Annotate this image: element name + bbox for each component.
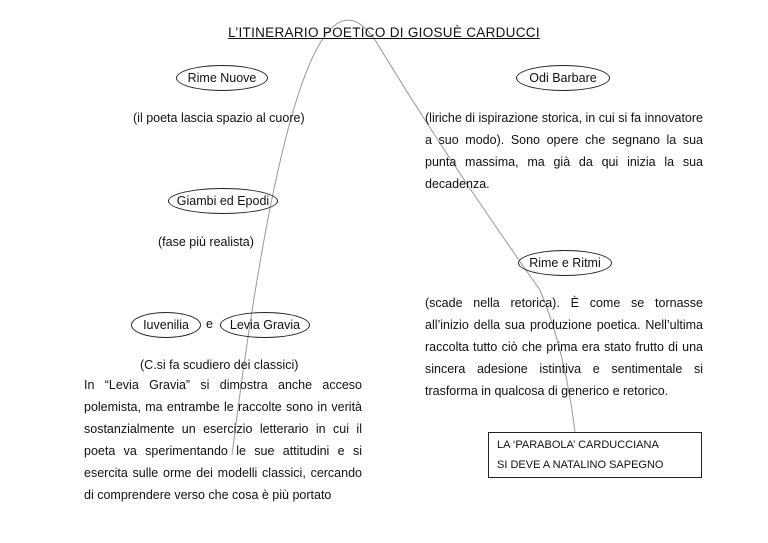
iuvenilia-paragraph: In “Levia Gravia” si dimostra anche acceso polemista, ma entrambe le raccolte sono in verità sostanzialmente un esercizio letterario in cui il poeta va sperimentando le sue attitudini e si esercita sulle orme dei modelli classici, cercando di comprendere verso che cosa è più portato bbox=[84, 378, 362, 502]
rime-nuove-desc: (il poeta lascia spazio al cuore) bbox=[133, 111, 305, 125]
note-line-2: SI DEVE A NATALINO SAPEGNO bbox=[497, 459, 664, 471]
giambi-desc: (fase più realista) bbox=[158, 235, 254, 249]
iuvenilia-oval: Iuvenilia bbox=[131, 312, 201, 338]
iuvenilia-desc: (C.si fa scudiero dei classici) bbox=[140, 358, 299, 372]
rime-nuove-oval: Rime Nuove bbox=[176, 65, 268, 91]
odi-barbare-oval: Odi Barbare bbox=[516, 65, 610, 91]
rime-ritmi-desc: (scade nella retorica). È come se tornasse all’inizio della sua produzione poetica. Nell’ultima raccolta tutto ciò che prima era stato frutto di una sincera adesione istintiva e sentimentale si trasforma in qualcosa di generico e retorico. bbox=[425, 296, 703, 398]
odi-barbare-desc: (liriche di ispirazione storica, in cui si fa innovatore a suo modo). Sono opere che segnano la sua punta massima, ma già da qui inizia la sua decadenza. bbox=[425, 111, 703, 191]
connector-e: e bbox=[206, 317, 213, 331]
note-line-1: LA ‘PARABOLA’ CARDUCCIANA bbox=[497, 439, 659, 451]
giambi-oval: Giambi ed Epodi bbox=[168, 188, 278, 214]
sapegno-note-box bbox=[488, 432, 702, 478]
rime-ritmi-oval: Rime e Ritmi bbox=[518, 250, 612, 276]
levia-gravia-oval: Levia Gravia bbox=[220, 312, 310, 338]
page-title: L’ITINERARIO POETICO DI GIOSUÈ CARDUCCI bbox=[228, 25, 540, 40]
